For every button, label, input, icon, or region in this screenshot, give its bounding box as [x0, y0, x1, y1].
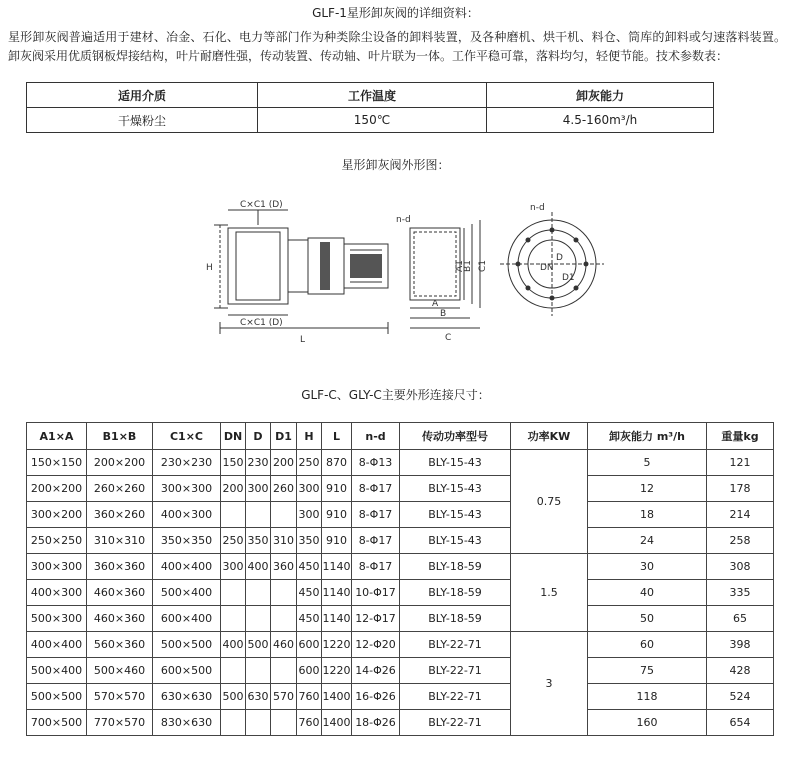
header-medium: 适用介质 [27, 83, 258, 108]
table-cell: BLY-15-43 [400, 502, 511, 528]
dims-caption: GLF-C、GLY-C主要外形连接尺寸： [301, 388, 490, 402]
table-cell: 1400 [322, 710, 352, 736]
table-cell: 500 [246, 632, 271, 658]
dims-header-cell: 传动功率型号 [400, 423, 511, 450]
table-cell: 500×500 [27, 684, 87, 710]
table-cell: 310 [271, 528, 297, 554]
table-cell: BLY-22-71 [400, 710, 511, 736]
power-kw-cell: 3 [511, 632, 588, 736]
table-cell: 600×400 [153, 606, 221, 632]
table-cell: 428 [707, 658, 774, 684]
table-cell: 65 [707, 606, 774, 632]
table-cell [221, 710, 246, 736]
table-cell: 14-Φ26 [352, 658, 400, 684]
dimensions-table [26, 422, 774, 736]
table-cell: 910 [322, 502, 352, 528]
header-capacity: 卸灰能力 [487, 83, 714, 108]
table-cell: 300×200 [27, 502, 87, 528]
header-temperature: 工作温度 [258, 83, 487, 108]
tech-params-table [26, 82, 714, 133]
table-cell: 450 [297, 554, 322, 580]
table-cell: 1400 [322, 684, 352, 710]
table-cell [271, 606, 297, 632]
table-cell: 600×500 [153, 658, 221, 684]
table-row [27, 658, 774, 684]
table-cell: 360 [271, 554, 297, 580]
table-cell: 8-Φ13 [352, 450, 400, 476]
table-cell: 350 [297, 528, 322, 554]
table-cell: 8-Φ17 [352, 502, 400, 528]
table-cell [271, 710, 297, 736]
table-cell: BLY-18-59 [400, 554, 511, 580]
cell-temperature: 150℃ [258, 108, 487, 133]
table-cell: 654 [707, 710, 774, 736]
table-cell: 1220 [322, 632, 352, 658]
table-cell: 50 [588, 606, 707, 632]
table-cell: 16-Φ26 [352, 684, 400, 710]
table-cell: 30 [588, 554, 707, 580]
table-cell: 308 [707, 554, 774, 580]
table-cell: BLY-15-43 [400, 528, 511, 554]
table-cell: 400×400 [153, 554, 221, 580]
table-cell [246, 658, 271, 684]
table-cell: 178 [707, 476, 774, 502]
dims-header-cell: D [246, 423, 271, 450]
intro-paragraph: 星形卸灰阀普遍适用于建材、冶金、石化、电力等部门作为种类除尘设备的卸料装置，及各种磨机、烘干机、料仓、筒库的卸料或匀速落料装置。卸灰阀采用优质钢板焊接结构，叶片耐磨性强，传动装置、传动轴、叶片联为一体。工作平稳可靠，落料均匀，轻便节能。技术参数表： [8, 30, 786, 63]
table-cell [221, 606, 246, 632]
table-cell: 150 [221, 450, 246, 476]
table-cell: 570 [271, 684, 297, 710]
table-cell: 400 [246, 554, 271, 580]
table-cell [221, 658, 246, 684]
table-cell: 300 [297, 502, 322, 528]
table-cell: 500 [221, 684, 246, 710]
table-cell [246, 606, 271, 632]
table-cell: 450 [297, 606, 322, 632]
table-cell: BLY-22-71 [400, 658, 511, 684]
table-cell: 1140 [322, 580, 352, 606]
table-cell: 760 [297, 710, 322, 736]
table-cell [271, 502, 297, 528]
table-cell: 118 [588, 684, 707, 710]
table-cell: 260×260 [87, 476, 153, 502]
table-cell: 560×360 [87, 632, 153, 658]
label-a: A [432, 299, 439, 309]
label-b: B [440, 309, 447, 319]
table-cell: BLY-18-59 [400, 580, 511, 606]
dims-header-cell: 重量kg [707, 423, 774, 450]
table-row [27, 684, 774, 710]
table-cell: 230×230 [153, 450, 221, 476]
table-cell: 5 [588, 450, 707, 476]
table-row [27, 502, 774, 528]
label-dn: DN [540, 263, 554, 273]
table-cell [221, 502, 246, 528]
table-cell: 350 [246, 528, 271, 554]
table-cell: 500×400 [27, 658, 87, 684]
table-cell: 400 [221, 632, 246, 658]
table-cell: 8-Φ17 [352, 528, 400, 554]
label-nd-flange: n-d [530, 203, 545, 213]
label-b1: B1 [463, 260, 473, 272]
table-cell: 910 [322, 528, 352, 554]
table-cell: 18-Φ26 [352, 710, 400, 736]
table-cell: BLY-22-71 [400, 684, 511, 710]
table-cell: 250 [221, 528, 246, 554]
label-nd: n-d [396, 215, 411, 225]
table-cell: 300 [246, 476, 271, 502]
table-cell: 700×500 [27, 710, 87, 736]
table-cell: 500×400 [153, 580, 221, 606]
tech-params-header [27, 83, 714, 108]
table-cell: BLY-22-71 [400, 632, 511, 658]
table-cell [246, 710, 271, 736]
table-cell: 200×200 [87, 450, 153, 476]
table-cell: 150×150 [27, 450, 87, 476]
table-cell: 310×310 [87, 528, 153, 554]
table-cell: 630×630 [153, 684, 221, 710]
table-cell: 398 [707, 632, 774, 658]
label-d1: D1 [562, 273, 575, 283]
table-cell: 75 [588, 658, 707, 684]
table-cell: 258 [707, 528, 774, 554]
table-cell [221, 580, 246, 606]
table-cell: 12-Φ20 [352, 632, 400, 658]
table-row [27, 580, 774, 606]
dims-header-cell: C1×C [153, 423, 221, 450]
table-cell: 760 [297, 684, 322, 710]
table-cell: 360×360 [87, 554, 153, 580]
table-cell: 10-Φ17 [352, 580, 400, 606]
table-cell: 1220 [322, 658, 352, 684]
dims-header-row [27, 423, 774, 450]
table-cell: BLY-15-43 [400, 450, 511, 476]
power-kw-cell: 0.75 [511, 450, 588, 554]
drawing-caption: 星形卸灰阀外形图： [341, 158, 450, 172]
table-cell: 1140 [322, 554, 352, 580]
table-cell: 450 [297, 580, 322, 606]
table-cell: 18 [588, 502, 707, 528]
table-cell: 300×300 [153, 476, 221, 502]
table-cell: 460 [271, 632, 297, 658]
table-cell: 200 [271, 450, 297, 476]
table-row [27, 710, 774, 736]
table-cell: 524 [707, 684, 774, 710]
table-row [27, 476, 774, 502]
table-cell: 8-Φ17 [352, 476, 400, 502]
table-cell: 250 [297, 450, 322, 476]
table-row [27, 606, 774, 632]
table-cell: 500×500 [153, 632, 221, 658]
table-cell [271, 580, 297, 606]
tech-params-row [27, 108, 714, 133]
table-cell: 200×200 [27, 476, 87, 502]
table-cell: 460×360 [87, 606, 153, 632]
table-cell: 600 [297, 658, 322, 684]
table-cell: 160 [588, 710, 707, 736]
label-c: C [445, 333, 452, 343]
dims-header-cell: n-d [352, 423, 400, 450]
table-cell: 335 [707, 580, 774, 606]
table-cell: 230 [246, 450, 271, 476]
table-row [27, 632, 774, 658]
table-cell: 250×250 [27, 528, 87, 554]
dims-header-cell: H [297, 423, 322, 450]
table-cell [246, 580, 271, 606]
dims-header-cell: A1×A [27, 423, 87, 450]
dims-header-cell: L [322, 423, 352, 450]
table-cell: 40 [588, 580, 707, 606]
label-d: D [556, 253, 563, 263]
table-cell: 870 [322, 450, 352, 476]
table-cell: 360×260 [87, 502, 153, 528]
table-cell: 12 [588, 476, 707, 502]
label-h: H [206, 263, 213, 273]
table-cell: 400×300 [153, 502, 221, 528]
table-cell: 600 [297, 632, 322, 658]
dims-header-cell: 功率KW [511, 423, 588, 450]
cell-capacity: 4.5-160m³/h [487, 108, 714, 133]
table-cell: 260 [271, 476, 297, 502]
valve-outline-drawing [200, 180, 620, 350]
table-cell: 630 [246, 684, 271, 710]
table-cell: 300 [221, 554, 246, 580]
table-cell: 460×360 [87, 580, 153, 606]
table-cell: 350×350 [153, 528, 221, 554]
table-cell: 121 [707, 450, 774, 476]
table-cell [246, 502, 271, 528]
dims-header-cell: DN [221, 423, 246, 450]
table-cell: 24 [588, 528, 707, 554]
table-cell: 830×630 [153, 710, 221, 736]
dims-header-cell: B1×B [87, 423, 153, 450]
table-cell: 400×300 [27, 580, 87, 606]
dims-header-cell: 卸灰能力 m³/h [588, 423, 707, 450]
table-cell: 300 [297, 476, 322, 502]
cell-medium: 干燥粉尘 [27, 108, 258, 133]
label-l: L [300, 335, 306, 345]
table-row [27, 450, 774, 476]
dims-header-cell: D1 [271, 423, 297, 450]
table-cell: 200 [221, 476, 246, 502]
page-title: GLF-1星形卸灰阀的详细资料： [312, 6, 479, 20]
table-cell: 910 [322, 476, 352, 502]
table-cell: 60 [588, 632, 707, 658]
table-cell: 1140 [322, 606, 352, 632]
table-cell: 214 [707, 502, 774, 528]
table-cell: 500×460 [87, 658, 153, 684]
table-row [27, 554, 774, 580]
table-cell: BLY-18-59 [400, 606, 511, 632]
power-kw-cell: 1.5 [511, 554, 588, 632]
label-cxc1-bottom: C×C1 (D) [240, 318, 283, 328]
table-row [27, 528, 774, 554]
table-cell: 300×300 [27, 554, 87, 580]
label-cxc1-top: C×C1 (D) [240, 200, 283, 210]
table-cell: 400×400 [27, 632, 87, 658]
table-cell: 770×570 [87, 710, 153, 736]
table-cell: 500×300 [27, 606, 87, 632]
motor-block [320, 242, 382, 290]
table-cell: 12-Φ17 [352, 606, 400, 632]
table-cell [271, 658, 297, 684]
label-a1: A1 [455, 260, 465, 272]
table-cell: 570×570 [87, 684, 153, 710]
label-c1: C1 [478, 259, 488, 272]
table-cell: 8-Φ17 [352, 554, 400, 580]
table-cell: BLY-15-43 [400, 476, 511, 502]
